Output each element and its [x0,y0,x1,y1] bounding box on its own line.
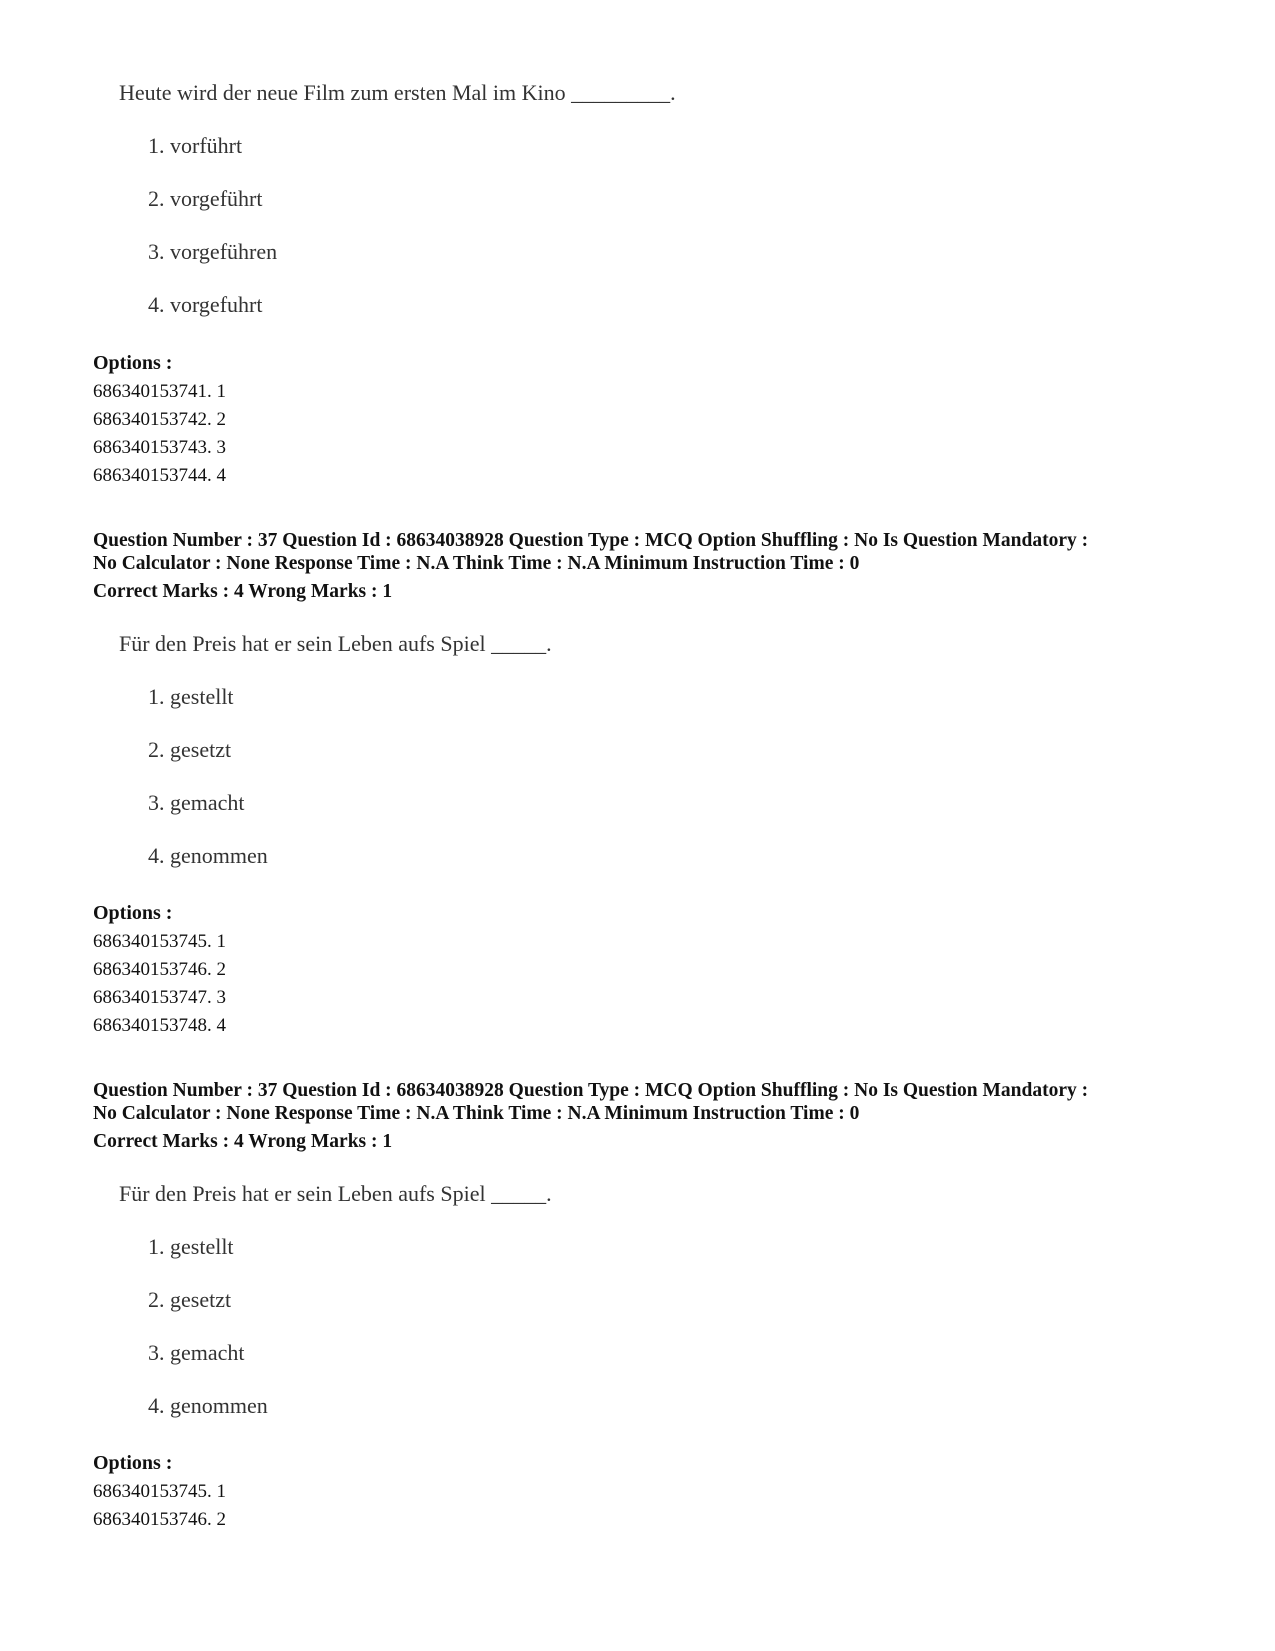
choice-1: 1. gestellt [148,684,234,709]
question-meta-line-2: No Calculator : None Response Time : N.A Think Time : N.A Minimum Instruction Time : 0 [93,1103,860,1124]
choice-3: 3. gemacht [148,1340,245,1365]
question-meta-line-1: Question Number : 37 Question Id : 68634038928 Question Type : MCQ Option Shuffling : No Is Question Mandatory : [93,1080,1089,1101]
option-id-4: 686340153748. 4 [93,1015,226,1036]
choice-4: 4. vorgefuhrt [148,292,263,317]
question-text: Heute wird der neue Film zum ersten Mal im Kino _________. [119,80,676,105]
choice-4: 4. genommen [148,843,268,868]
options-label: Options : [93,352,173,374]
choice-1: 1. gestellt [148,1234,234,1259]
question-marks: Correct Marks : 4 Wrong Marks : 1 [93,581,393,602]
choice-3: 3. gemacht [148,790,245,815]
choice-4: 4. genommen [148,1393,268,1418]
options-label: Options : [93,902,173,924]
question-meta-line-2: No Calculator : None Response Time : N.A Think Time : N.A Minimum Instruction Time : 0 [93,553,860,574]
question-marks: Correct Marks : 4 Wrong Marks : 1 [93,1131,393,1152]
question-text: Für den Preis hat er sein Leben aufs Spiel _____. [119,1181,552,1206]
choice-2: 2. vorgeführt [148,186,263,211]
option-id-2: 686340153746. 2 [93,1509,226,1530]
options-label: Options : [93,1452,173,1474]
choice-2: 2. gesetzt [148,1287,232,1312]
option-id-2: 686340153746. 2 [93,959,226,980]
choice-1: 1. vorführt [148,133,243,158]
option-id-1: 686340153741. 1 [93,381,226,402]
option-id-3: 686340153743. 3 [93,437,226,458]
choice-3: 3. vorgeführen [148,239,278,264]
question-meta-line-1: Question Number : 37 Question Id : 68634038928 Question Type : MCQ Option Shuffling : No Is Question Mandatory : [93,530,1089,551]
choice-2: 2. gesetzt [148,737,232,762]
option-id-1: 686340153745. 1 [93,931,226,952]
question-text: Für den Preis hat er sein Leben aufs Spiel _____. [119,631,552,656]
option-id-2: 686340153742. 2 [93,409,226,430]
option-id-4: 686340153744. 4 [93,465,226,486]
option-id-3: 686340153747. 3 [93,987,226,1008]
option-id-1: 686340153745. 1 [93,1481,226,1502]
